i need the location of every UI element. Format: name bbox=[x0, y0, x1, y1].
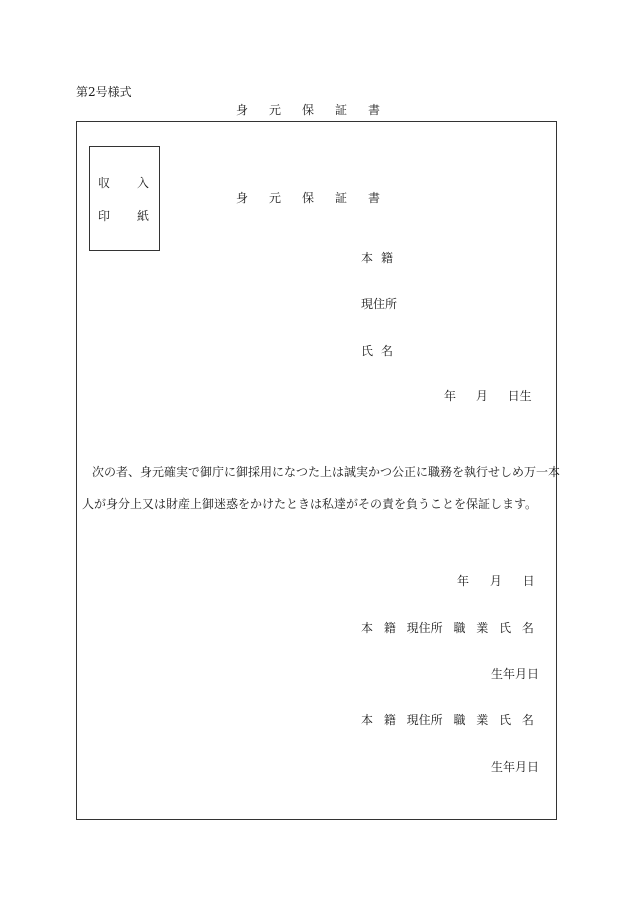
guarantor1-birth-label: 生年月日 bbox=[491, 667, 540, 681]
address-label: 現住所 bbox=[361, 297, 398, 311]
revenue-stamp-box bbox=[89, 146, 160, 251]
birth-date-label: 年 月 日生 bbox=[444, 389, 532, 403]
guarantor2-fields: 本 籍 現住所 職 業 氏 名 bbox=[361, 713, 534, 727]
document-title: 身元保証書 bbox=[236, 103, 402, 117]
form-number-label: 第2号様式 bbox=[76, 85, 132, 99]
name-label: 氏名 bbox=[361, 344, 402, 358]
guarantee-text-line2: 人が身分上又は財産上御迷惑をかけたときは私達がその責を負うことを保証します。 bbox=[82, 497, 538, 511]
document-date-label: 年 月 日 bbox=[457, 574, 535, 588]
stamp-label-line1: 収入 bbox=[98, 176, 177, 190]
guarantee-text-line1: 次の者、身元確実で御庁に御採用になつた上は誠実かつ公正に職務を執行せしめ万一本 bbox=[92, 465, 561, 479]
form-title: 身元保証書 bbox=[236, 191, 402, 205]
honseki-label: 本籍 bbox=[361, 251, 402, 265]
guarantor2-birth-label: 生年月日 bbox=[491, 760, 540, 774]
stamp-label-line2: 印紙 bbox=[98, 209, 177, 223]
guarantor1-fields: 本 籍 現住所 職 業 氏 名 bbox=[361, 621, 534, 635]
